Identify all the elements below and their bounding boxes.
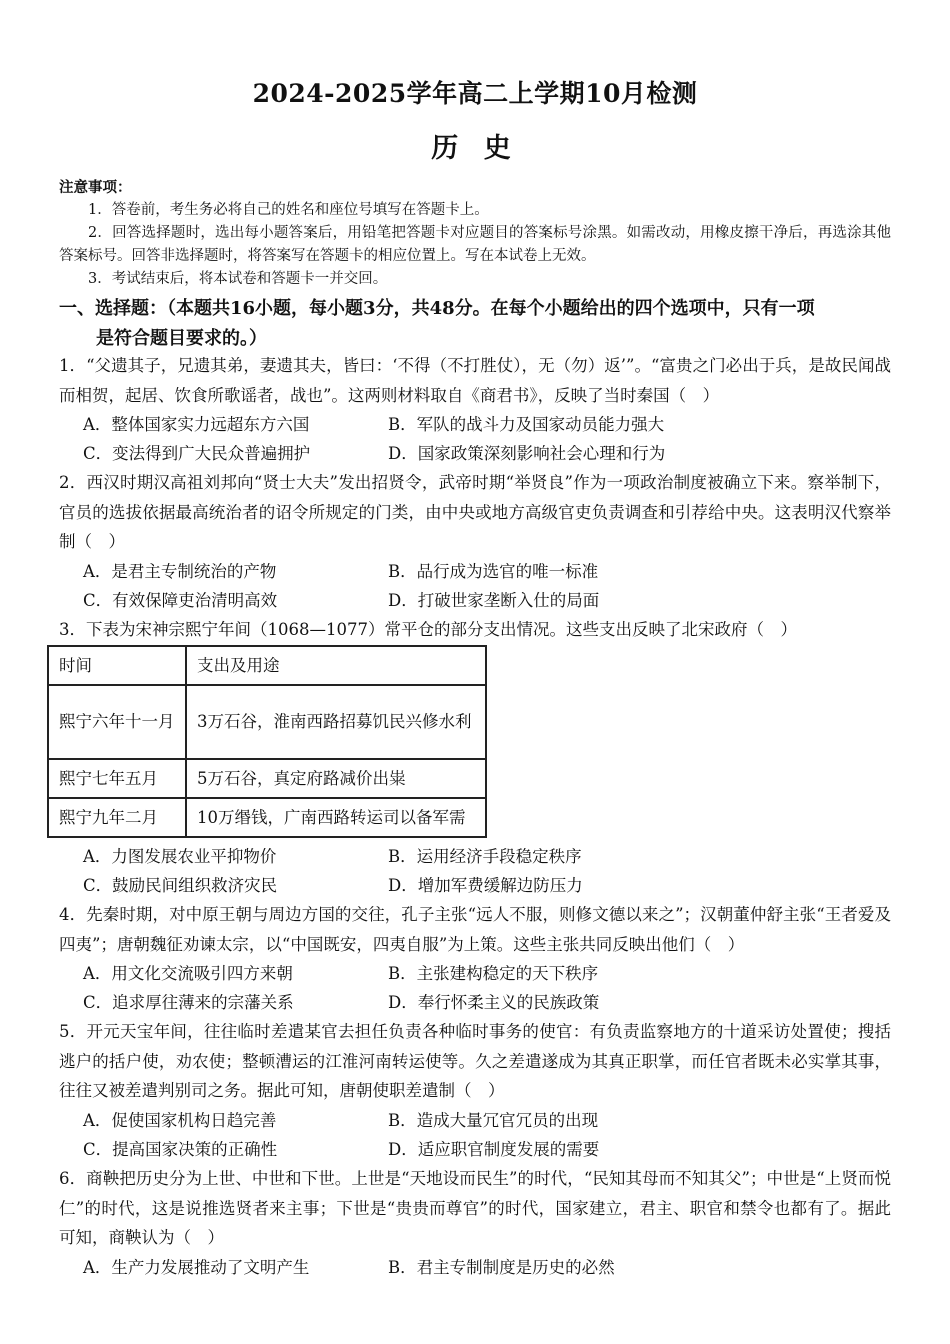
notice-block	[59, 176, 891, 291]
question-stem: 5．开元天宝年间，往往临时差遣某官去担任负责各种临时事务的使官：有负责监察地方的十道采访处置使；搜括逃户的括户使，劝农使；整顿漕运的江淮河南转运使等。久之差遣遂成为其真正职掌，而任官者既未必实掌其事，往往又被差遣判别司之务。据此可知，唐朝使职差遣制（ ）	[59, 1022, 891, 1100]
table-header-row	[48, 646, 486, 685]
expenditure-table	[47, 645, 487, 838]
question-3	[59, 615, 891, 645]
question-5	[59, 1017, 891, 1106]
question-4	[59, 900, 891, 959]
option-b: B．君主专制制度是历史的必然	[388, 1258, 615, 1277]
question-stem: 6．商鞅把历史分为上世、中世和下世。上世是“天地设而民生”的时代，“民知其母而不知其父”；中世是“上贤而悦仁”的时代，这是说推选贤者来主事；下世是“贵贵而尊官”的时代，国家建立，君主、职官和禁令也都有了。据此可知，商鞅认为（ ）	[59, 1169, 891, 1247]
table-cell: 熙宁六年十一月	[48, 685, 186, 759]
option-c: C．提高国家决策的正确性	[83, 1140, 278, 1159]
table-row	[48, 759, 486, 798]
question-6	[59, 1164, 891, 1253]
notice-item: 3．考试结束后，将本试卷和答题卡一并交回。	[88, 271, 388, 287]
option-c: C．变法得到广大民众普遍拥护	[83, 444, 311, 463]
option-d: D．奉行怀柔主义的民族政策	[388, 993, 600, 1012]
option-b: B．主张建构稳定的天下秩序	[388, 964, 599, 983]
notice-item: 1．答卷前，考生务必将自己的姓名和座位号填写在答题卡上。	[88, 202, 489, 218]
subject-title: 历 史	[431, 133, 519, 164]
table-header: 支出及用途	[186, 646, 486, 685]
option-d: D．打破世家垄断入仕的局面	[388, 591, 600, 610]
option-b: B．品行成为选官的唯一标准	[388, 562, 599, 581]
notice-item: 2．回答选择题时，选出每小题答案后，用铅笔把答题卡对应题目的答案标号涂黑。如需改动，用橡皮擦干净后，再选涂其他答案标号。回答非选择题时，将答案写在答题卡的相应位置上。写在本试卷上无效。	[59, 225, 891, 264]
option-a: A．生产力发展推动了文明产生	[83, 1258, 310, 1277]
section-heading-line: 一、选择题：（本题共16小题，每小题3分，共48分。在每个小题给出的四个选项中，只有一项	[59, 298, 815, 319]
option-d: D．适应职官制度发展的需要	[388, 1140, 600, 1159]
option-a: A．用文化交流吸引四方来朝	[83, 964, 293, 983]
table-cell: 3万石谷，淮南西路招募饥民兴修水利	[186, 685, 486, 759]
section-heading-line: 是符合题目要求的。）	[96, 328, 267, 349]
option-a: A．是君主专制统治的产物	[83, 562, 277, 581]
option-b: B．运用经济手段稳定秩序	[388, 847, 582, 866]
question-stem: 1．“父遗其子，兄遗其弟，妻遗其夫，皆曰：‘不得（不打胜仗），无（勿）返’”。“富贵之门必出于兵，是故民闻战而相贺，起居、饮食所歌谣者，战也”。这两则材料取自《商君书》，反映了当时秦国（ ）	[59, 356, 891, 405]
question-stem: 2．西汉时期汉高祖刘邦向“贤士大夫”发出招贤令，武帝时期“举贤良”作为一项政治制度被确立下来。察举制下，官员的选拔依据最高统治者的诏令所规定的门类，由中央或地方高级官吏负责调查和引荐给中央。这表明汉代察举制（ ）	[59, 473, 891, 551]
exam-title: 2024-2025学年高二上学期10月检测	[252, 79, 698, 108]
option-a: A．力图发展农业平抑物价	[83, 847, 277, 866]
question-stem: 4．先秦时期，对中原王朝与周边方国的交往，孔子主张“远人不服，则修文德以来之”；汉朝董仲舒主张“王者爱及四夷”；唐朝魏征劝谏太宗，以“中国既安，四夷自服”为上策。这些主张共同反映出他们（ ）	[59, 905, 891, 954]
option-c: C．追求厚往薄来的宗藩关系	[83, 993, 294, 1012]
notice-heading: 注意事项：	[59, 179, 132, 196]
table-cell: 熙宁九年二月	[48, 798, 186, 837]
table-cell: 熙宁七年五月	[48, 759, 186, 798]
option-b: B．军队的战斗力及国家动员能力强大	[388, 415, 665, 434]
option-c: C．鼓励民间组织救济灾民	[83, 876, 278, 895]
table-cell: 10万缗钱，广南西路转运司以备军需	[186, 798, 486, 837]
table-row	[48, 798, 486, 837]
option-a: A．促使国家机构日趋完善	[83, 1111, 277, 1130]
section-heading	[59, 294, 895, 354]
table-row	[48, 685, 486, 759]
option-a: A．整体国家实力远超东方六国	[83, 415, 310, 434]
option-c: C．有效保障吏治清明高效	[83, 591, 278, 610]
option-b: B．造成大量冗官冗员的出现	[388, 1111, 599, 1130]
table-header: 时间	[48, 646, 186, 685]
question-2	[59, 468, 891, 557]
option-d: D．国家政策深刻影响社会心理和行为	[388, 444, 666, 463]
table-cell: 5万石谷，真定府路减价出粜	[186, 759, 486, 798]
question-1	[59, 351, 891, 410]
option-d: D．增加军费缓解边防压力	[388, 876, 583, 895]
question-stem: 3．下表为宋神宗熙宁年间（1068—1077）常平仓的部分支出情况。这些支出反映了北宋政府（ ）	[59, 620, 797, 639]
